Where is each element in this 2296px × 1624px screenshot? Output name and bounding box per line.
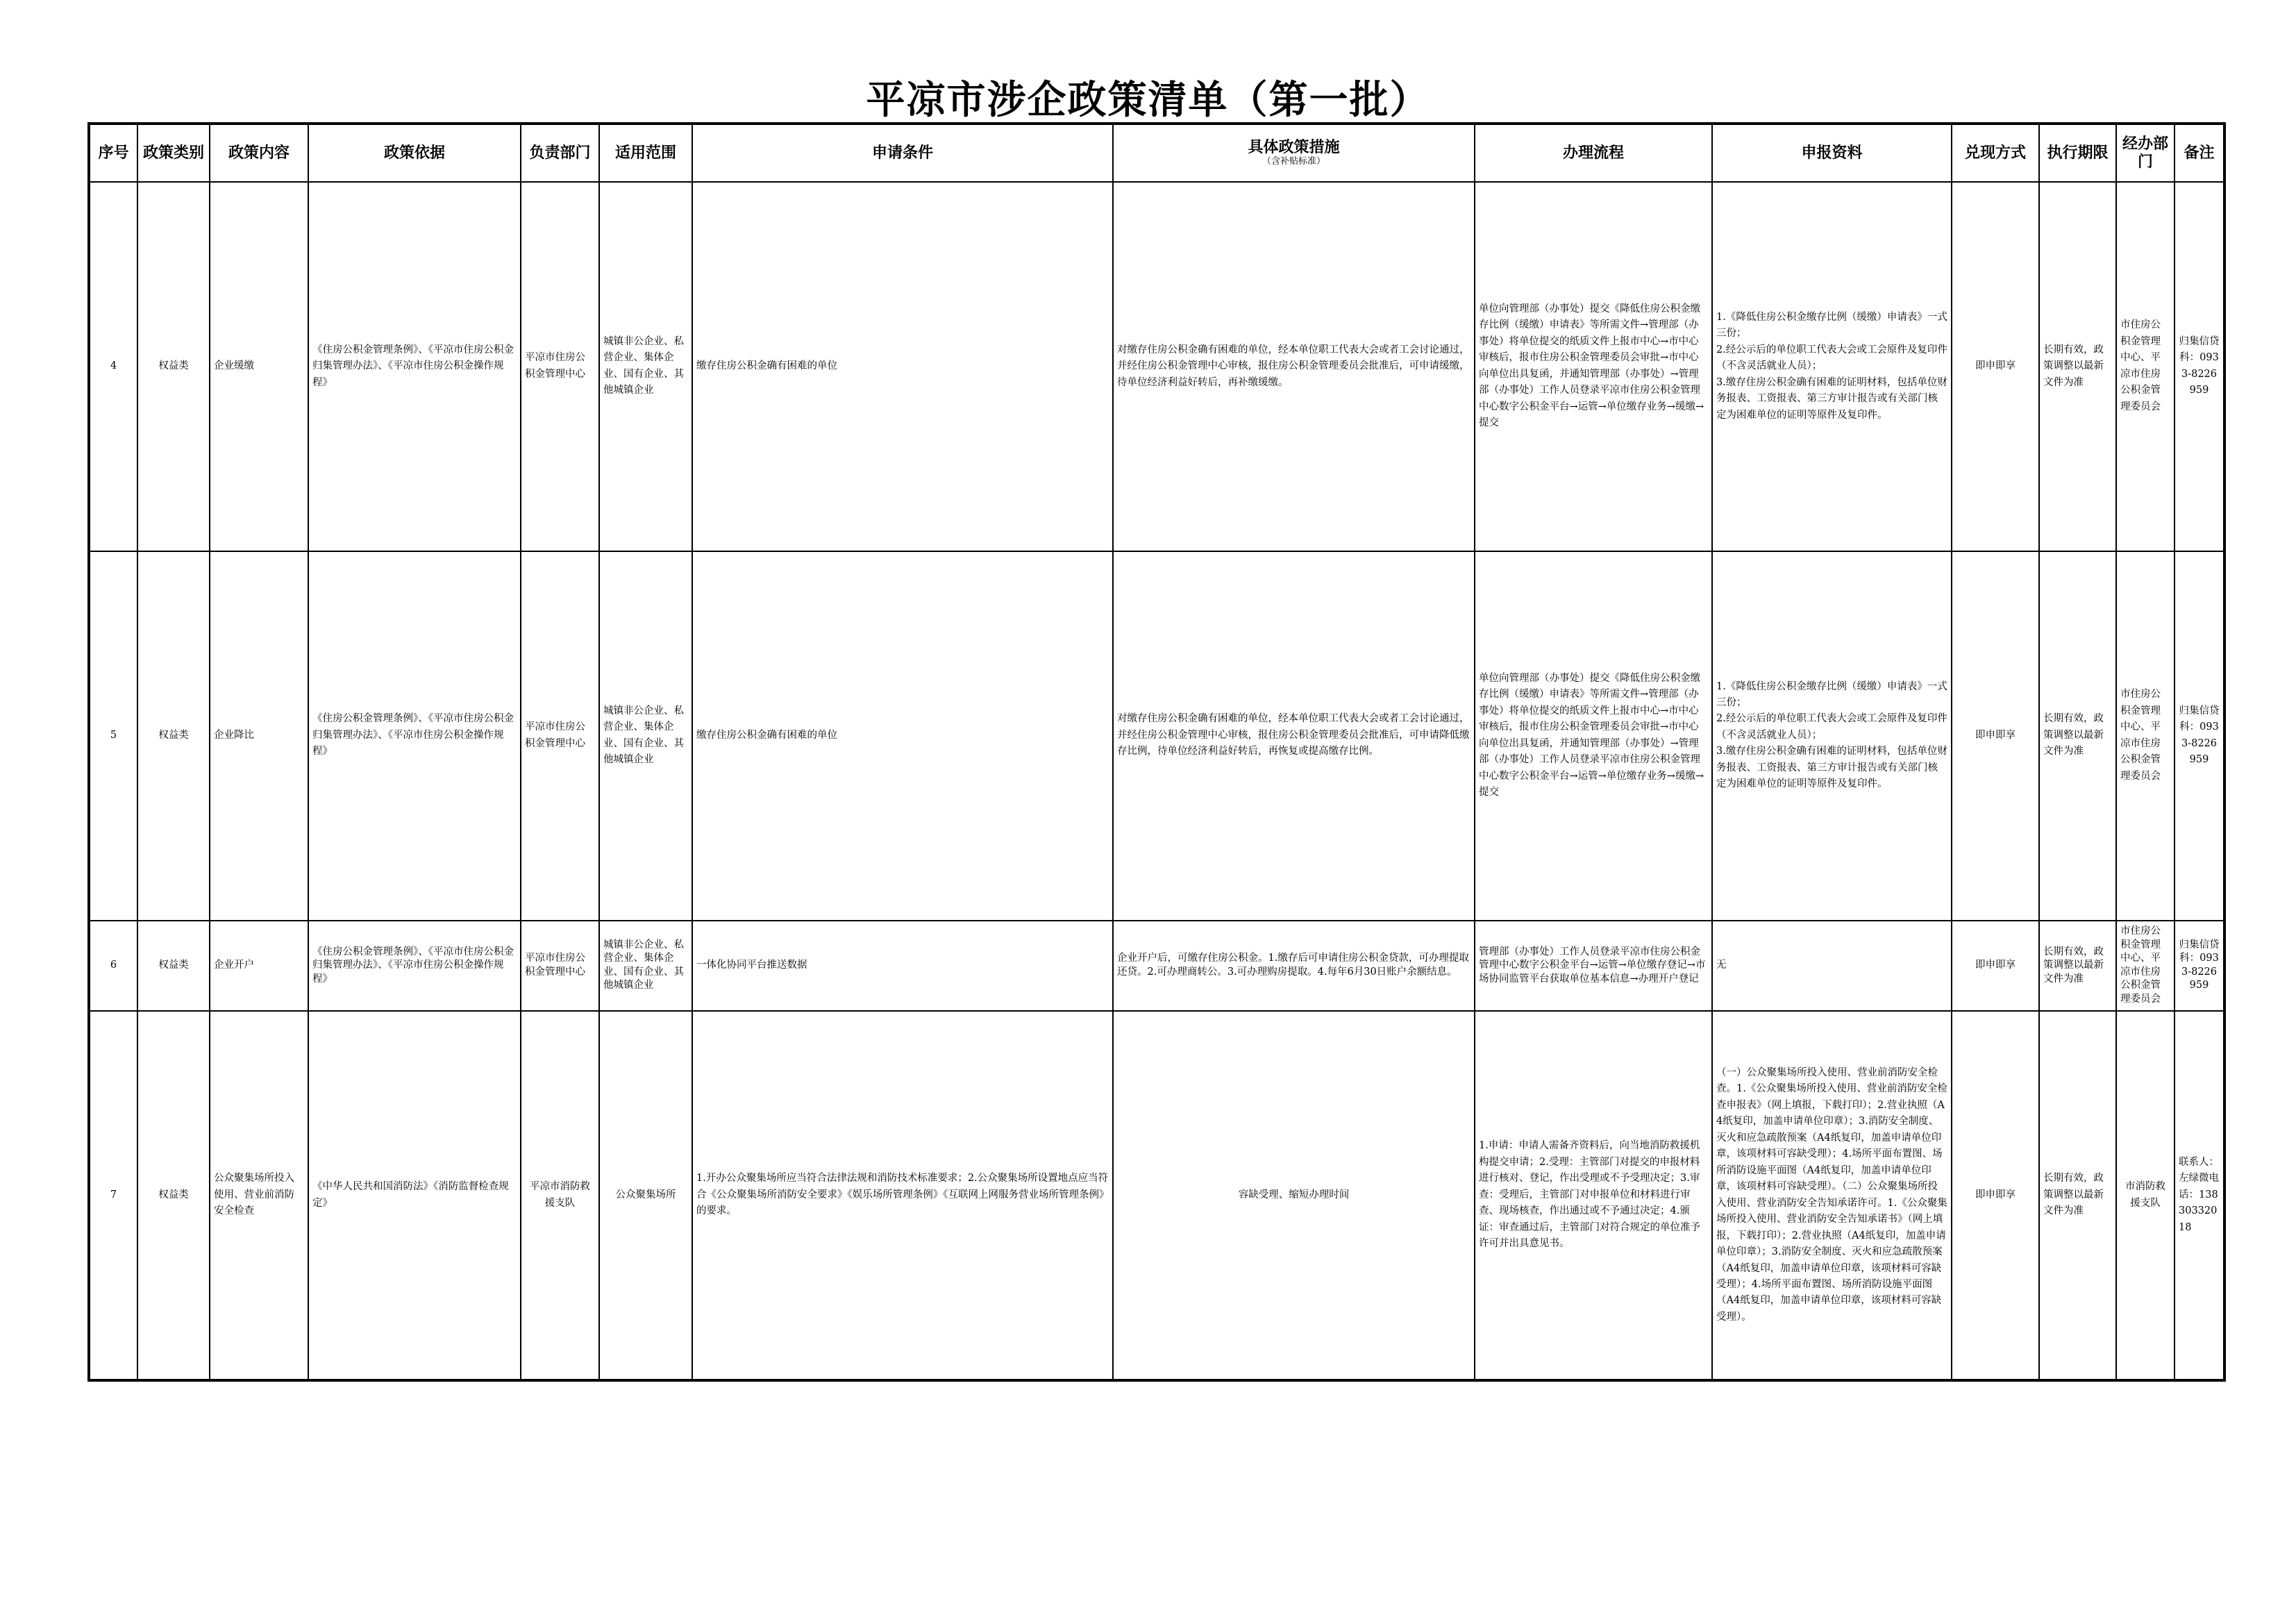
cell-conditions: 1.开办公众聚集场所应当符合法律法规和消防技术标准要求；2.公众聚集场所设置地点应当符合《公众聚集场所消防安全要求》《娱乐场所管理条例》《互联网上网服务营业场所管理条例》的要求。 [692,1011,1113,1380]
cell-dept: 平凉市住房公积金管理中心 [521,182,599,551]
header-method: 兑现方式 [1952,124,2039,182]
cell-measures: 对缴存住房公积金确有困难的单位，经本单位职工代表大会或者工会讨论通过，并经住房公积金管理中心审核，报住房公积金管理委员会批准后，可申请缓缴，待单位经济利益好转后，再补缴缓缴。 [1113,182,1475,551]
cell-handler: 市消防救援支队 [2116,1011,2175,1380]
header-period: 执行期限 [2039,124,2116,182]
cell-basis: 《住房公积金管理条例》、《平凉市住房公积金归集管理办法》、《平凉市住房公积金操作规程》 [308,921,521,1012]
cell-notes: 归集信贷科：0933-8226959 [2175,551,2224,921]
table-row [89,182,2224,551]
header-seq: 序号 [89,124,137,182]
cell-process: 单位向管理部（办事处）提交《降低住房公积金缴存比例（缓缴）申请表》等所需文件→管理部（办事处）将单位提交的纸质文件上报市中心→市中心审核后，报市住房公积金管理委员会审批→市中心向单位出具复函，并通知管理部（办事处）→管理部（办事处）工作人员登录平凉市住房公积金管理中心数字公积金平台→运管→单位缴存业务→缓缴→提交 [1475,182,1712,551]
cell-conditions: 一体化协同平台推送数据 [692,921,1113,1012]
header-dept: 负责部门 [521,124,599,182]
table-row [89,551,2224,921]
header-content: 政策内容 [210,124,308,182]
cell-dept: 平凉市住房公积金管理中心 [521,921,599,1012]
cell-content: 企业缓缴 [210,182,308,551]
page-title: 平凉市涉企政策清单（第一批） [866,77,1430,123]
header-notes: 备注 [2175,124,2224,182]
cell-method: 即申即享 [1952,1011,2039,1380]
header-scope: 适用范围 [599,124,692,182]
cell-process: 单位向管理部（办事处）提交《降低住房公积金缴存比例（缓缴）申请表》等所需文件→管理部（办事处）将单位提交的纸质文件上报市中心→市中心审核后，报市住房公积金管理委员会审批→市中心向单位出具复函，并通知管理部（办事处）→管理部（办事处）工作人员登录平凉市住房公积金管理中心数字公积金平台→运管→单位缴存业务→缓缴→提交 [1475,551,1712,921]
cell-scope: 城镇非公企业、私营企业、集体企业、国有企业、其他城镇企业 [599,551,692,921]
header-handler: 经办部门 [2116,124,2175,182]
cell-category: 权益类 [137,551,210,921]
cell-period: 长期有效，政策调整以最新文件为准 [2039,921,2116,1012]
cell-category: 权益类 [137,1011,210,1380]
cell-category: 权益类 [137,921,210,1012]
header-process: 办理流程 [1475,124,1712,182]
cell-measures: 容缺受理、缩短办理时间 [1113,1011,1475,1380]
table-row [89,1011,2224,1380]
cell-dept: 平凉市住房公积金管理中心 [521,551,599,921]
cell-measures: 对缴存住房公积金确有困难的单位，经本单位职工代表大会或者工会讨论通过，并经住房公积金管理中心审核，报住房公积金管理委员会批准后，可申请降低缴存比例，待单位经济利益好转后，再恢复或提高缴存比例。 [1113,551,1475,921]
cell-seq: 4 [89,182,137,551]
cell-basis: 《住房公积金管理条例》、《平凉市住房公积金归集管理办法》、《平凉市住房公积金操作规程》 [308,551,521,921]
cell-process: 1.申请：申请人需备齐资料后，向当地消防救援机构提交申请；2.受理：主管部门对提交的申报材料进行核对、登记，作出受理或不予受理决定；3.审查：受理后，主管部门对申报单位和材料进行审查、现场核查，作出通过或不予通过决定；4.颁证：审查通过后，主管部门对符合规定的单位准予许可并出具意见书。 [1475,1011,1712,1380]
cell-period: 长期有效，政策调整以最新文件为准 [2039,1011,2116,1380]
cell-conditions: 缴存住房公积金确有困难的单位 [692,182,1113,551]
cell-dept: 平凉市消防救援支队 [521,1011,599,1380]
cell-content: 企业降比 [210,551,308,921]
cell-conditions: 缴存住房公积金确有困难的单位 [692,551,1113,921]
cell-seq: 5 [89,551,137,921]
cell-notes: 归集信贷科：0933-8226959 [2175,182,2224,551]
cell-method: 即申即享 [1952,921,2039,1012]
cell-content: 公众聚集场所投入使用、营业前消防安全检查 [210,1011,308,1380]
cell-notes: 归集信贷科：0933-8226959 [2175,921,2224,1012]
cell-notes: 联系人：左绿微电话：13830332018 [2175,1011,2224,1380]
header-category: 政策类别 [137,124,210,182]
cell-handler: 市住房公积金管理中心、平凉市住房公积金管理委员会 [2116,921,2175,1012]
cell-basis: 《中华人民共和国消防法》《消防监督检查规定》 [308,1011,521,1380]
cell-measures: 企业开户后，可缴存住房公积金。1.缴存后可申请住房公积金贷款，可办理提取还贷。2.可办理商转公。3.可办理购房提取。4.每年6月30日账户余额结息。 [1113,921,1475,1012]
policy-table [87,122,2226,1382]
cell-scope: 公众聚集场所 [599,1011,692,1380]
cell-method: 即申即享 [1952,551,2039,921]
cell-basis: 《住房公积金管理条例》、《平凉市住房公积金归集管理办法》、《平凉市住房公积金操作规程》 [308,182,521,551]
cell-scope: 城镇非公企业、私营企业、集体企业、国有企业、其他城镇企业 [599,921,692,1012]
cell-materials: 1.《降低住房公积金缴存比例（缓缴）申请表》一式三份； 2.经公示后的单位职工代表大会或工会原件及复印件（不含灵活就业人员）； 3.缴存住房公积金确有困难的证明材料，包括单位财务报表、工资报表、第三方审计报告或有关部门核定为困难单位的证明等原件及复印件。 [1712,551,1952,921]
header-measures-sub: （含补贴标准） [1262,156,1325,167]
cell-handler: 市住房公积金管理中心、平凉市住房公积金管理委员会 [2116,182,2175,551]
cell-materials: （一）公众聚集场所投入使用、营业前消防安全检查。1.《公众聚集场所投入使用、营业前消防安全检查申报表》（网上填报，下载打印）；2.营业执照（A4纸复印，加盖申请单位印章）；3.消防安全制度、灭火和应急疏散预案（A4纸复印，加盖申请单位印章，该项材料可容缺受理）；4.场所平面布置图、场所消防设施平面图（A4纸复印，加盖申请单位印章，该项材料可容缺受理）。（二）公众聚集场所投入使用、营业消防安全告知承诺许可。1.《公众聚集场所投入使用、营业消防安全告知承诺书》（网上填报，下载打印）；2.营业执照（A4纸复印，加盖申请单位印章）；3.消防安全制度、灭火和应急疏散预案（A4纸复印，加盖申请单位印章，该项材料可容缺受理）；4.场所平面布置图、场所消防设施平面图（A4纸复印，加盖申请单位印章，该项材料可容缺受理）。 [1712,1011,1952,1380]
cell-period: 长期有效，政策调整以最新文件为准 [2039,551,2116,921]
header-row [89,124,2224,182]
cell-period: 长期有效，政策调整以最新文件为准 [2039,182,2116,551]
cell-category: 权益类 [137,182,210,551]
header-basis: 政策依据 [308,124,521,182]
cell-seq: 6 [89,921,137,1012]
table-row [89,921,2224,1012]
header-measures [1113,124,1475,182]
cell-materials: 无 [1712,921,1952,1012]
cell-materials: 1.《降低住房公积金缴存比例（缓缴）申请表》一式三份； 2.经公示后的单位职工代表大会或工会原件及复印件（不含灵活就业人员）； 3.缴存住房公积金确有困难的证明材料，包括单位财务报表、工资报表、第三方审计报告或有关部门核定为困难单位的证明等原件及复印件。 [1712,182,1952,551]
header-measures-label: 具体政策措施 [1248,139,1340,157]
cell-seq: 7 [89,1011,137,1380]
header-materials: 申报资料 [1712,124,1952,182]
cell-scope: 城镇非公企业、私营企业、集体企业、国有企业、其他城镇企业 [599,182,692,551]
cell-method: 即申即享 [1952,182,2039,551]
cell-process: 管理部（办事处）工作人员登录平凉市住房公积金管理中心数字公积金平台→运管→单位缴存登记→市场协同监管平台获取单位基本信息→办理开户登记 [1475,921,1712,1012]
cell-handler: 市住房公积金管理中心、平凉市住房公积金管理委员会 [2116,551,2175,921]
cell-content: 企业开户 [210,921,308,1012]
header-conditions: 申请条件 [692,124,1113,182]
